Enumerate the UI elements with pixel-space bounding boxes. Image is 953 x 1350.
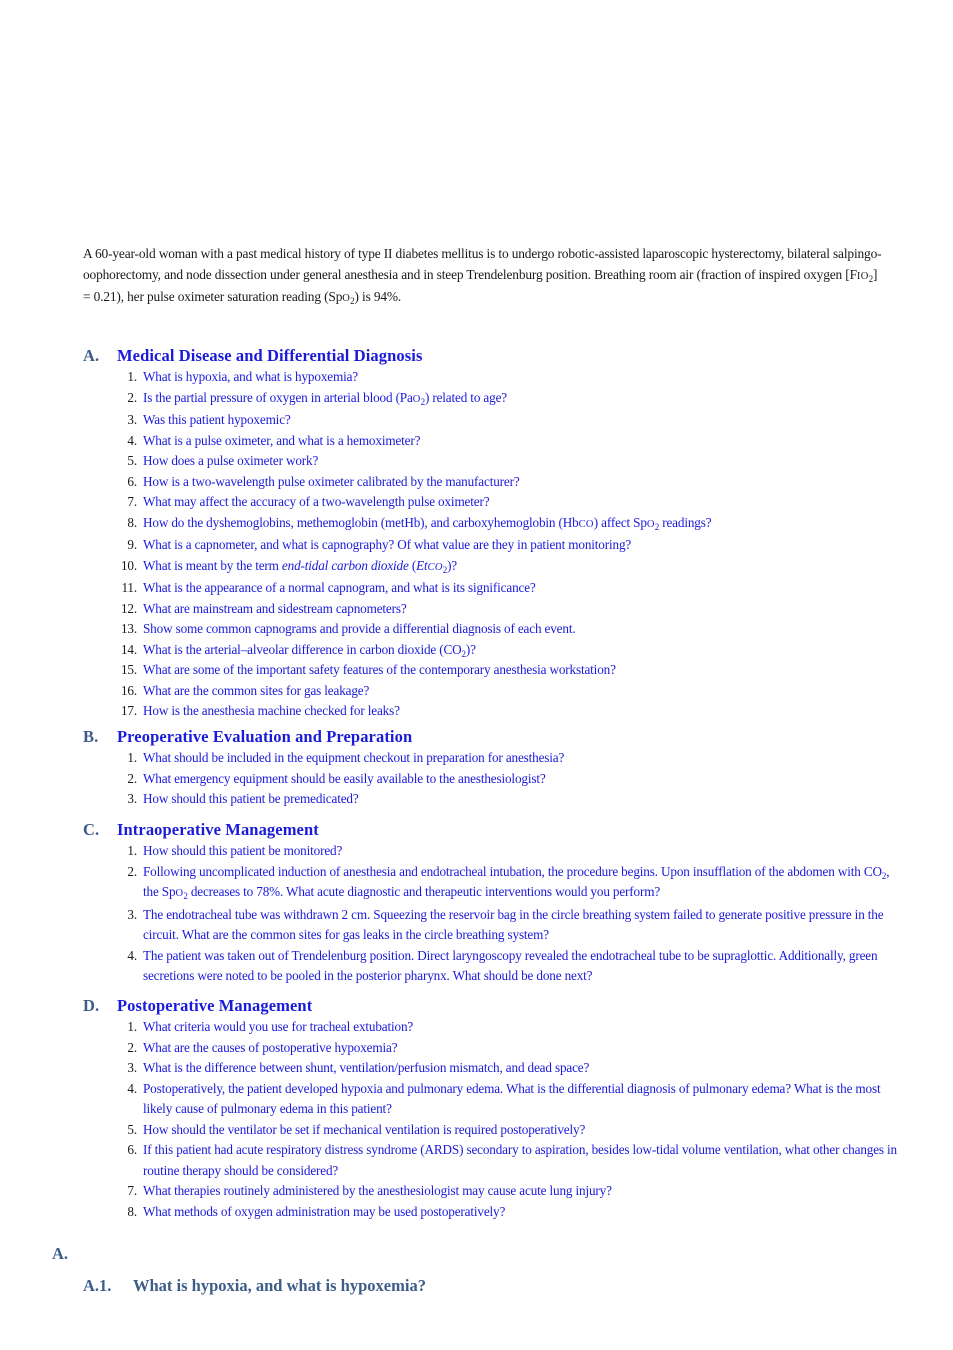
section-title: Intraoperative Management xyxy=(117,820,319,839)
question-item[interactable] xyxy=(83,660,903,681)
small-caps-text: O xyxy=(175,888,184,899)
question-number: 4. xyxy=(127,947,137,963)
question-item[interactable] xyxy=(83,578,903,599)
italic-term: end-tidal carbon dioxide xyxy=(281,557,409,573)
section-letter: C. xyxy=(83,820,100,839)
subscript: 2 xyxy=(183,891,188,901)
question-text: How do the dyshemoglobins, methemoglobin (metHb), and carboxyhemoglobin (Hb xyxy=(143,514,579,530)
question-number: 1. xyxy=(127,369,137,384)
intro-sub: 2 xyxy=(350,296,355,306)
question-text: The patient was taken out of Trendelenburg position. Direct laryngoscopy revealed the endotracheal tube to be supraglottic. Additionally, green secretions were noted to be pooled in the posterior pharynx. What should be done next? xyxy=(143,947,878,983)
question-item[interactable] xyxy=(83,556,903,579)
question-number: 6. xyxy=(127,1142,137,1157)
question-item[interactable] xyxy=(83,789,903,810)
question-number: 6. xyxy=(127,473,137,489)
question-number: 12. xyxy=(120,600,137,616)
question-number: 16. xyxy=(120,682,137,698)
section-title: Medical Disease and Differential Diagnosis xyxy=(117,346,423,365)
question-number: 5. xyxy=(127,1121,137,1137)
question-item[interactable] xyxy=(83,1181,903,1202)
question-text: )? xyxy=(447,557,458,573)
question-text: What are some of the important safety features of the contemporary anesthesia workstation? xyxy=(143,662,616,677)
question-item[interactable] xyxy=(83,492,903,513)
intro-spo-sc: O xyxy=(342,293,351,304)
italic-term: Et xyxy=(416,557,428,573)
question-text: How should the ventilator be set if mechanical ventilation is required postoperatively? xyxy=(143,1121,586,1137)
question-item[interactable] xyxy=(83,619,903,640)
question-item[interactable] xyxy=(83,681,903,702)
question-number: 3. xyxy=(127,412,137,427)
question-item[interactable] xyxy=(83,599,903,620)
subscript: 2 xyxy=(442,564,448,575)
question-number: 4. xyxy=(127,432,137,448)
question-text: Postoperatively, the patient developed hypoxia and pulmonary edema. What is the differential diagnosis of pulmonary edema? What is the most likely cause of pulmonary edema in this patient? xyxy=(143,1080,881,1116)
intro-sub: 2 xyxy=(868,273,873,284)
question-number: 1. xyxy=(127,843,137,858)
section-d-heading[interactable] xyxy=(83,995,903,1017)
question-item[interactable] xyxy=(83,451,903,472)
question-text: readings? xyxy=(659,514,712,530)
question-text: What are the causes of postoperative hypoxemia? xyxy=(143,1039,398,1055)
question-list xyxy=(83,748,903,810)
question-text: ) related to age? xyxy=(424,389,507,405)
question-text: What criteria would you use for tracheal extubation? xyxy=(143,1019,414,1034)
question-number: 1. xyxy=(127,1019,137,1034)
question-item[interactable] xyxy=(83,367,903,388)
question-number: 2. xyxy=(127,389,137,405)
question-number: 3. xyxy=(127,906,137,922)
question-number: 2. xyxy=(127,1039,137,1055)
small-caps-text: CO xyxy=(578,518,594,530)
question-text: What are mainstream and sidestream capnometers? xyxy=(143,600,407,616)
subscript: 2 xyxy=(420,396,425,407)
question-text: What is the appearance of a normal capnogram, and what is its significance? xyxy=(143,580,536,595)
section-letter: A. xyxy=(83,346,100,365)
section-b xyxy=(83,726,903,810)
question-text: What are the common sites for gas leakage? xyxy=(143,682,370,698)
question-text: What is a pulse oximeter, and what is a hemoximeter? xyxy=(143,432,421,448)
question-text: What is a capnometer, and what is capnography? Of what value are they in patient monitoring? xyxy=(143,537,632,552)
intro-fio-sc: IO xyxy=(856,270,869,282)
question-text: Following uncomplicated induction of anesthesia and endotracheal intubation, the procedure begins. Upon insufflation of the abdomen with CO xyxy=(143,863,882,879)
question-item[interactable] xyxy=(83,1038,903,1059)
small-caps-text: CO xyxy=(427,561,443,573)
subscript: 2 xyxy=(461,648,466,659)
question-number: 1. xyxy=(127,750,137,765)
question-item[interactable] xyxy=(83,701,903,722)
section-letter: D. xyxy=(83,996,100,1015)
answer-question-number: A.1. xyxy=(83,1276,112,1295)
question-number: 9. xyxy=(127,537,137,552)
question-text: Show some common capnograms and provide a differential diagnosis of each event. xyxy=(143,621,576,636)
section-d xyxy=(83,995,903,1222)
intro-text-2: ] = 0.21), her pulse oximeter saturation reading (Sp xyxy=(83,266,878,304)
question-item[interactable] xyxy=(83,388,903,411)
question-text: How is a two-wavelength pulse oximeter calibrated by the manufacturer? xyxy=(143,473,520,489)
question-item[interactable] xyxy=(83,769,903,790)
question-text: The endotracheal tube was withdrawn 2 cm. Squeezing the reservoir bag in the circle breathing system failed to generate positive pressure in the circuit. What are the common sites for gas leaks in the circle breathing system? xyxy=(143,906,884,942)
section-title: Preoperative Evaluation and Preparation xyxy=(117,727,413,746)
question-number: 17. xyxy=(120,703,137,718)
section-b-heading[interactable] xyxy=(83,726,903,748)
question-text: Was this patient hypoxemic? xyxy=(143,412,291,427)
question-number: 15. xyxy=(120,662,137,677)
section-c xyxy=(83,819,903,987)
question-text: What should be included in the equipment checkout in preparation for anesthesia? xyxy=(143,750,565,765)
question-number: 3. xyxy=(127,1060,137,1075)
question-list xyxy=(83,1017,903,1222)
question-item[interactable] xyxy=(83,640,903,661)
small-caps-text: O xyxy=(646,518,655,530)
question-item[interactable] xyxy=(83,905,903,946)
question-text: How does a pulse oximeter work? xyxy=(143,453,319,468)
question-text: What is meant by the term xyxy=(143,557,282,573)
intro-text-1: A 60-year-old woman with a past medical history of type II diabetes mellitus is to undergo robotic-assisted laparoscopic hysterectomy, bilateral salpingo-oophorectomy, and node dissection under general anesthesia and in steep Trendelenburg position. Breathing room air (fraction of inspired oxygen [F xyxy=(83,246,882,282)
section-a xyxy=(83,345,903,722)
intro-text-3: ) is 94%. xyxy=(354,289,402,304)
question-text: What may affect the accuracy of a two-wavelength pulse oximeter? xyxy=(143,494,490,509)
question-number: 8. xyxy=(127,1203,137,1219)
question-item[interactable] xyxy=(83,431,903,452)
question-item[interactable] xyxy=(83,1079,903,1120)
section-title: Postoperative Management xyxy=(117,996,313,1015)
question-text: How should this patient be premedicated? xyxy=(143,791,359,806)
subscript: 2 xyxy=(654,521,660,532)
question-text: How is the anesthesia machine checked for leaks? xyxy=(143,703,400,718)
question-number: 2. xyxy=(127,770,137,786)
question-item[interactable] xyxy=(83,410,903,431)
question-item[interactable] xyxy=(83,535,903,556)
question-text: What methods of oxygen administration may be used postoperatively? xyxy=(143,1203,506,1219)
section-c-heading[interactable] xyxy=(83,819,903,841)
question-text: Is the partial pressure of oxygen in arterial blood (Pa xyxy=(143,389,413,405)
question-text: ( xyxy=(408,557,417,573)
question-item[interactable] xyxy=(83,513,903,536)
question-text: ) affect Sp xyxy=(593,514,647,530)
question-text: )? xyxy=(465,641,476,657)
question-number: 5. xyxy=(127,453,137,468)
question-text: , the Sp xyxy=(143,863,890,899)
question-item[interactable] xyxy=(83,1058,903,1079)
question-number: 2. xyxy=(127,863,137,879)
question-text: If this patient had acute respiratory distress syndrome (ARDS) secondary to aspiration, besides low-tidal volume ventilation, what other changes in routine therapy should be considered? xyxy=(143,1142,897,1178)
question-item[interactable] xyxy=(83,748,903,769)
question-list xyxy=(83,841,903,987)
answer-question-heading xyxy=(83,1276,426,1296)
question-number: 11. xyxy=(121,580,137,595)
case-intro-paragraph xyxy=(83,244,883,310)
question-text: What therapies routinely administered by the anesthesiologist may cause acute lung injury? xyxy=(143,1183,612,1198)
question-item[interactable] xyxy=(83,946,903,987)
question-item[interactable] xyxy=(83,841,903,862)
question-item[interactable] xyxy=(83,1202,903,1223)
question-text: decreases to 78%. What acute diagnostic and therapeutic interventions would you perform? xyxy=(187,884,661,899)
section-a-heading[interactable] xyxy=(83,345,903,367)
question-item[interactable] xyxy=(83,1120,903,1141)
question-text: What emergency equipment should be easily available to the anesthesiologist? xyxy=(143,770,546,786)
question-item[interactable] xyxy=(83,1017,903,1038)
question-item[interactable] xyxy=(83,472,903,493)
question-number: 10. xyxy=(120,557,137,573)
question-number: 7. xyxy=(127,494,137,509)
question-text: How should this patient be monitored? xyxy=(143,843,343,858)
question-text: What is the difference between shunt, ventilation/perfusion mismatch, and dead space? xyxy=(143,1060,590,1075)
question-item[interactable] xyxy=(83,1140,903,1181)
question-number: 4. xyxy=(127,1080,137,1096)
answer-question-text: What is hypoxia, and what is hypoxemia? xyxy=(133,1276,426,1295)
question-number: 13. xyxy=(120,621,137,636)
small-caps-text: O xyxy=(412,393,421,405)
answer-section-letter: A. xyxy=(52,1244,69,1263)
question-number: 14. xyxy=(120,641,137,657)
question-text: What is hypoxia, and what is hypoxemia? xyxy=(143,369,358,384)
question-number: 7. xyxy=(127,1183,137,1198)
question-number: 8. xyxy=(127,514,137,530)
question-text: What is the arterial–alveolar difference in carbon dioxide (CO xyxy=(143,641,462,657)
question-item[interactable] xyxy=(83,862,903,905)
question-list xyxy=(83,367,903,722)
question-number: 3. xyxy=(127,791,137,806)
subscript: 2 xyxy=(881,870,887,881)
section-letter: B. xyxy=(83,727,99,746)
